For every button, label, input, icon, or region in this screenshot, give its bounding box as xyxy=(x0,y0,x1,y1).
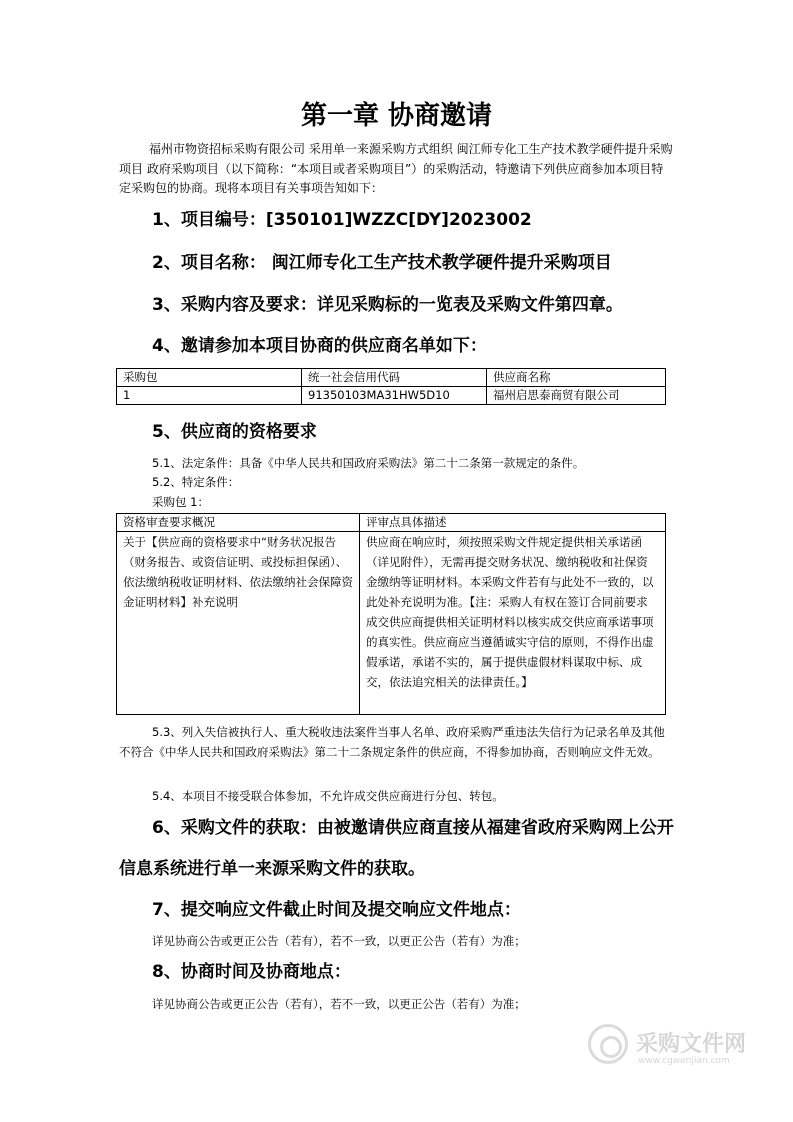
supplier-table xyxy=(116,368,666,405)
table-cell: 1 xyxy=(117,387,302,405)
table-row xyxy=(117,387,666,405)
section-1-project-number: 1、项目编号：[350101]WZZC[DY]2023002 xyxy=(152,210,532,230)
table-header-row xyxy=(117,514,666,532)
table-cell-requirement: 关于【供应商的资格要求中“财务状况报告（财务报告、或资信证明、或投标担保函）、依法缴纳税收证明材料、依法缴纳社会保障资金证明材料】补充说明 xyxy=(117,532,360,715)
section-8-negotiation: 8、协商时间及协商地点： xyxy=(152,962,351,982)
watermark-url: www.cgwenjian.com xyxy=(638,1056,730,1066)
table-cell: 91350103MA31HW5D10 xyxy=(302,387,487,405)
section-6-document-acquisition: 6、采购文件的获取：由被邀请供应商直接从福建省政府采购网上公开信息系统进行单一来源采购文件的获取。 xyxy=(119,818,674,879)
table-cell-description: 供应商在响应时，须按照采购文件规定提供相关承诺函（详见附件），无需再提交财务状况、缴纳税收和社保资金缴纳等证明材料。本采购文件若有与此处不一致的，以此处补充说明为准。【注：采购人有权在签订合同前要求成交供应商提供相关证明材料以核实成交供应商承诺事项的真实性。供应商应当遵循诚实守信的原则，不得作出虚假承诺，承诺不实的，属于提供虚假材料谋取中标、成交，依法追究相关的法律责任。】 xyxy=(360,532,666,715)
table-header-cell: 资格审查要求概况 xyxy=(117,514,360,532)
qualification-5-2: 5.2、特定条件： xyxy=(152,475,240,489)
section-5-qualification: 5、供应商的资格要求 xyxy=(152,422,317,442)
purchase-package-label: 采购包 1： xyxy=(152,495,209,509)
table-cell: 福州启思泰商贸有限公司 xyxy=(487,387,666,405)
qualification-table xyxy=(116,513,666,715)
table-row xyxy=(117,532,666,715)
qualification-5-4: 5.4、本项目不接受联合体参加，不允许成交供应商进行分包、转包。 xyxy=(152,789,504,803)
section-3-requirements: 3、采购内容及要求：详见采购标的一览表及采购文件第四章。 xyxy=(152,295,623,315)
section-4-supplier-list: 4、邀请参加本项目协商的供应商名单如下： xyxy=(152,336,487,356)
table-header-cell: 统一社会信用代码 xyxy=(302,369,487,387)
watermark xyxy=(588,1024,758,1072)
note-8: 详见协商公告或更正公告（若有），若不一致，以更正公告（若有）为准； xyxy=(152,997,526,1011)
qualification-5-3: 5.3、列入失信被执行人、重大税收违法案件当事人名单、政府采购严重违法失信行为记录名单及其他不符合《中华人民共和国政府采购法》第二十二条规定条件的供应商，不得参加协商，否则响应文件无效。 xyxy=(119,725,665,759)
table-header-cell: 采购包 xyxy=(117,369,302,387)
chapter-title: 第一章 协商邀请 xyxy=(300,101,493,131)
table-header-row xyxy=(117,369,666,387)
table-header-cell: 评审点具体描述 xyxy=(360,514,666,532)
section-2-project-name: 2、项目名称： 闽江师专化工生产技术教学硬件提升采购项目 xyxy=(152,253,612,273)
table-header-cell: 供应商名称 xyxy=(487,369,666,387)
intro-paragraph: 福州市物资招标采购有限公司 采用单一来源采购方式组织 闽江师专化工生产技术教学硬件提升采购项目 政府采购项目（以下简称：“本项目或者采购项目”）的采购活动，特邀请下列供应商参加本项目特定采购包的协商。现将本项目有关事项告知如下： xyxy=(119,142,673,195)
watermark-logo-icon xyxy=(588,1024,628,1064)
watermark-text: 采购文件网 xyxy=(636,1032,747,1057)
note-7: 详见协商公告或更正公告（若有），若不一致，以更正公告（若有）为准； xyxy=(152,934,526,948)
section-7-submission: 7、提交响应文件截止时间及提交响应文件地点： xyxy=(152,900,521,920)
qualification-5-1: 5.1、法定条件：具备《中华人民共和国政府采购法》第二十二条第一款规定的条件。 xyxy=(152,456,585,470)
